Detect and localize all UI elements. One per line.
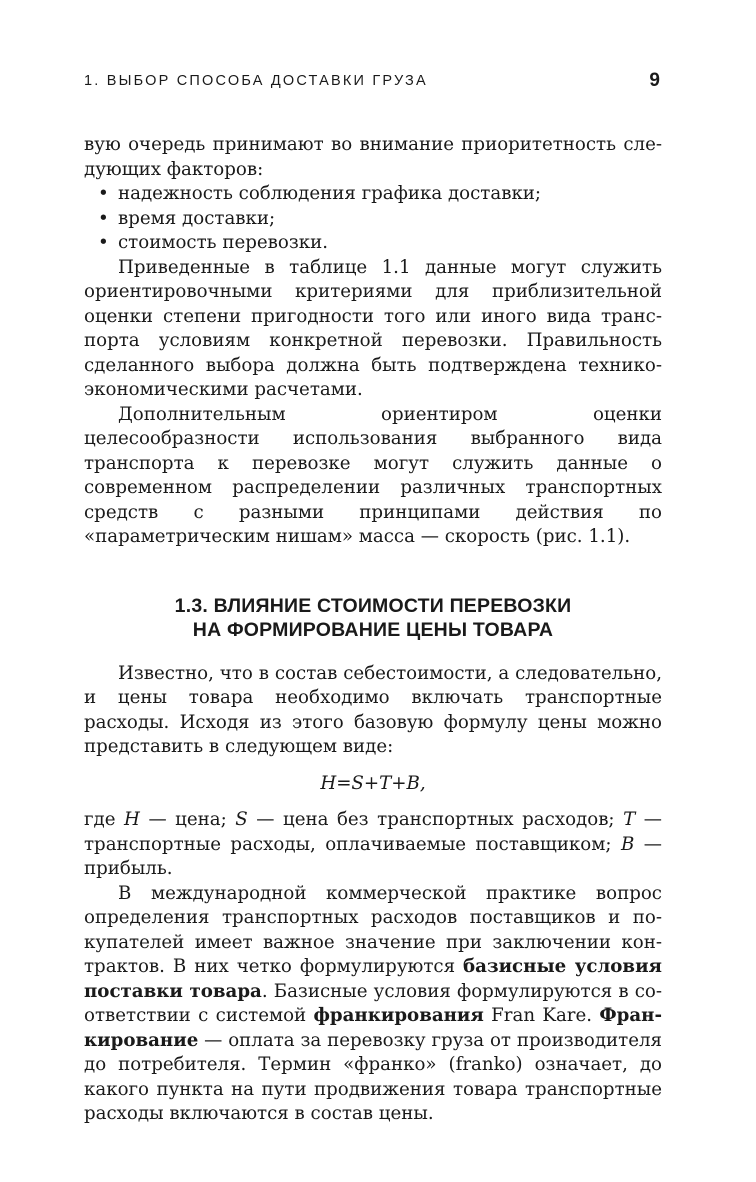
- bullet-icon: •: [98, 183, 109, 204]
- paragraph-text: — оплата за перевозку груза от производителя до потребителя. Термин «франко» (franko) означает, до какого пункта на пути продвижения товара транспортные расходы включаются в состав цены.: [84, 1029, 662, 1124]
- price-formula: Н=S+T+B,: [320, 772, 426, 794]
- page-body: [84, 133, 662, 1127]
- running-title: 1. ВЫБОР СПОСОБА ДОСТАВКИ ГРУЗА: [84, 73, 428, 89]
- list-item: [84, 207, 662, 232]
- term-franking: франкирования: [313, 1005, 484, 1026]
- factor-list: [84, 182, 662, 256]
- paragraph-text: . Базисные условия формулируются в соответствии с системой: [84, 980, 662, 1026]
- paragraph-table-criteria: Приведенные в таблице 1.1 данные могут служить ориентировочными критериями для приблизительной оценки степени пригодности того или иного вида транспорта условиям конкретной перевозки. Правильность сделанного выбора должна быть подтверждена технико-экономическими расчетами.: [84, 256, 662, 400]
- list-item: [84, 182, 662, 207]
- legend-variable: T: [623, 809, 636, 830]
- list-item-text: надежность соблюдения графика доставки;: [118, 183, 542, 204]
- legend-text: где: [84, 809, 125, 830]
- section-heading-line-2: НА ФОРМИРОВАНИЕ ЦЕНЫ ТОВАРА: [192, 618, 554, 641]
- section-heading-line-1: 1.3. ВЛИЯНИЕ СТОИМОСТИ ПЕРЕВОЗКИ: [174, 594, 572, 617]
- term-basis-conditions: базисные условия поставки товара: [84, 956, 662, 1002]
- paragraph-parametric-niches: Дополнительным ориентиром оценки целесообразности использования выбранного вида транспорта к перевозке могут служить данные о современном распределении различных транспортных средств с разными принципами действия по «параметрическим нишам» масса — скорость (рис. 1.1).: [84, 403, 662, 547]
- list-item: [84, 231, 662, 256]
- section-heading: [84, 594, 662, 642]
- page-number: 9: [649, 70, 660, 91]
- paragraph-cost-price: Известно, что в состав себестоимости, а следовательно, и цены товара необходимо включать транспортные расходы. Исходя из этого базовую формулу цены можно представить в следующем виде:: [84, 662, 662, 757]
- formula-legend: [84, 808, 662, 882]
- legend-text: — транспортные расходы, оплачиваемые поставщиком;: [84, 809, 662, 855]
- legend-variable: S: [235, 809, 248, 830]
- list-item-text: время доставки;: [118, 207, 276, 229]
- legend-text: — прибыль.: [84, 833, 662, 879]
- bullet-icon: •: [98, 207, 109, 229]
- paragraph-franking: [84, 882, 662, 1127]
- legend-text: — цена;: [139, 809, 236, 830]
- term-franking-definition: Франкирование: [84, 1005, 663, 1051]
- legend-variable: Н: [124, 809, 140, 830]
- paragraph-text: В международной коммерческой практике вопрос определения транспортных расходов поставщиков и покупателей имеет важное значение при заключении контрактов. В них четко формулируются: [84, 882, 662, 977]
- bullet-icon: •: [98, 232, 109, 253]
- legend-text: — цена без транспортных расходов;: [247, 809, 624, 830]
- paragraph-text: Fran Kare.: [483, 1005, 600, 1026]
- legend-variable: B: [620, 833, 635, 855]
- list-item-text: стоимость перевозки.: [118, 232, 329, 253]
- intro-paragraph: вую очередь принимают во внимание приоритетность следующих факторов:: [84, 134, 662, 180]
